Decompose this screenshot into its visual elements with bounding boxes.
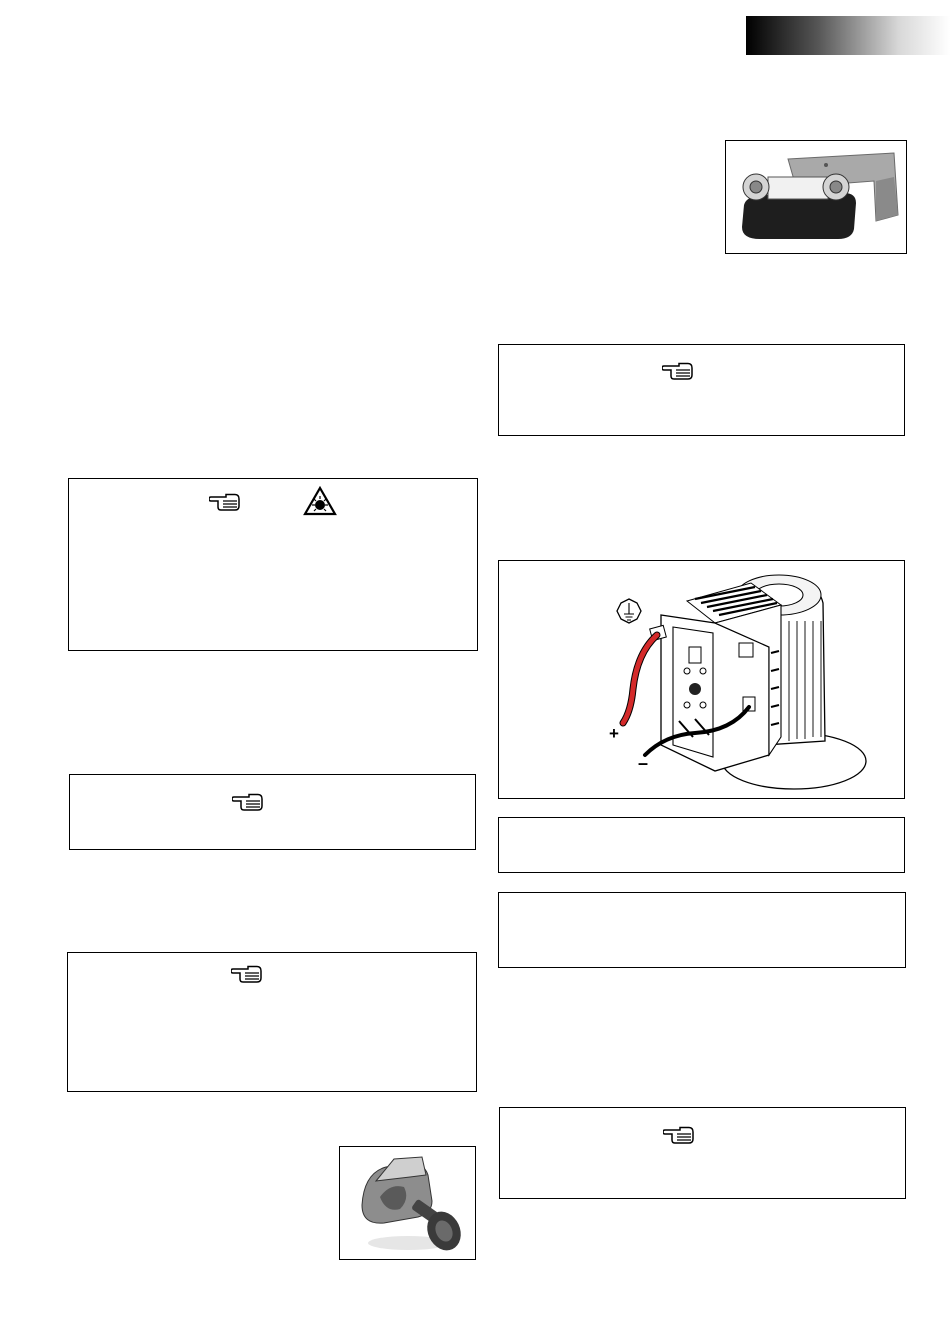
hand-pointer-icon: [209, 493, 241, 511]
negative-terminal-label: –: [638, 753, 649, 773]
connector-image: [339, 1146, 476, 1260]
terminal-block-image: [725, 140, 907, 254]
note-box-2: [67, 952, 477, 1092]
note-box-3: [498, 344, 905, 436]
note-box-6: [499, 1107, 906, 1199]
note-box-5: [498, 892, 906, 968]
hand-pointer-icon: [662, 362, 694, 380]
ground-terminal-icon: [617, 599, 641, 623]
positive-terminal-label: +: [609, 724, 619, 743]
hand-pointer-icon: [232, 793, 264, 811]
note-box-4: [498, 817, 905, 873]
note-box-1: [69, 774, 476, 850]
hand-pointer-icon: [663, 1126, 695, 1144]
section-tab: [746, 16, 950, 55]
motor-connection-figure: [498, 560, 905, 799]
hand-pointer-icon: [231, 965, 263, 983]
warning-box-explosion: [68, 478, 478, 651]
explosion-warning-icon: [303, 486, 337, 516]
